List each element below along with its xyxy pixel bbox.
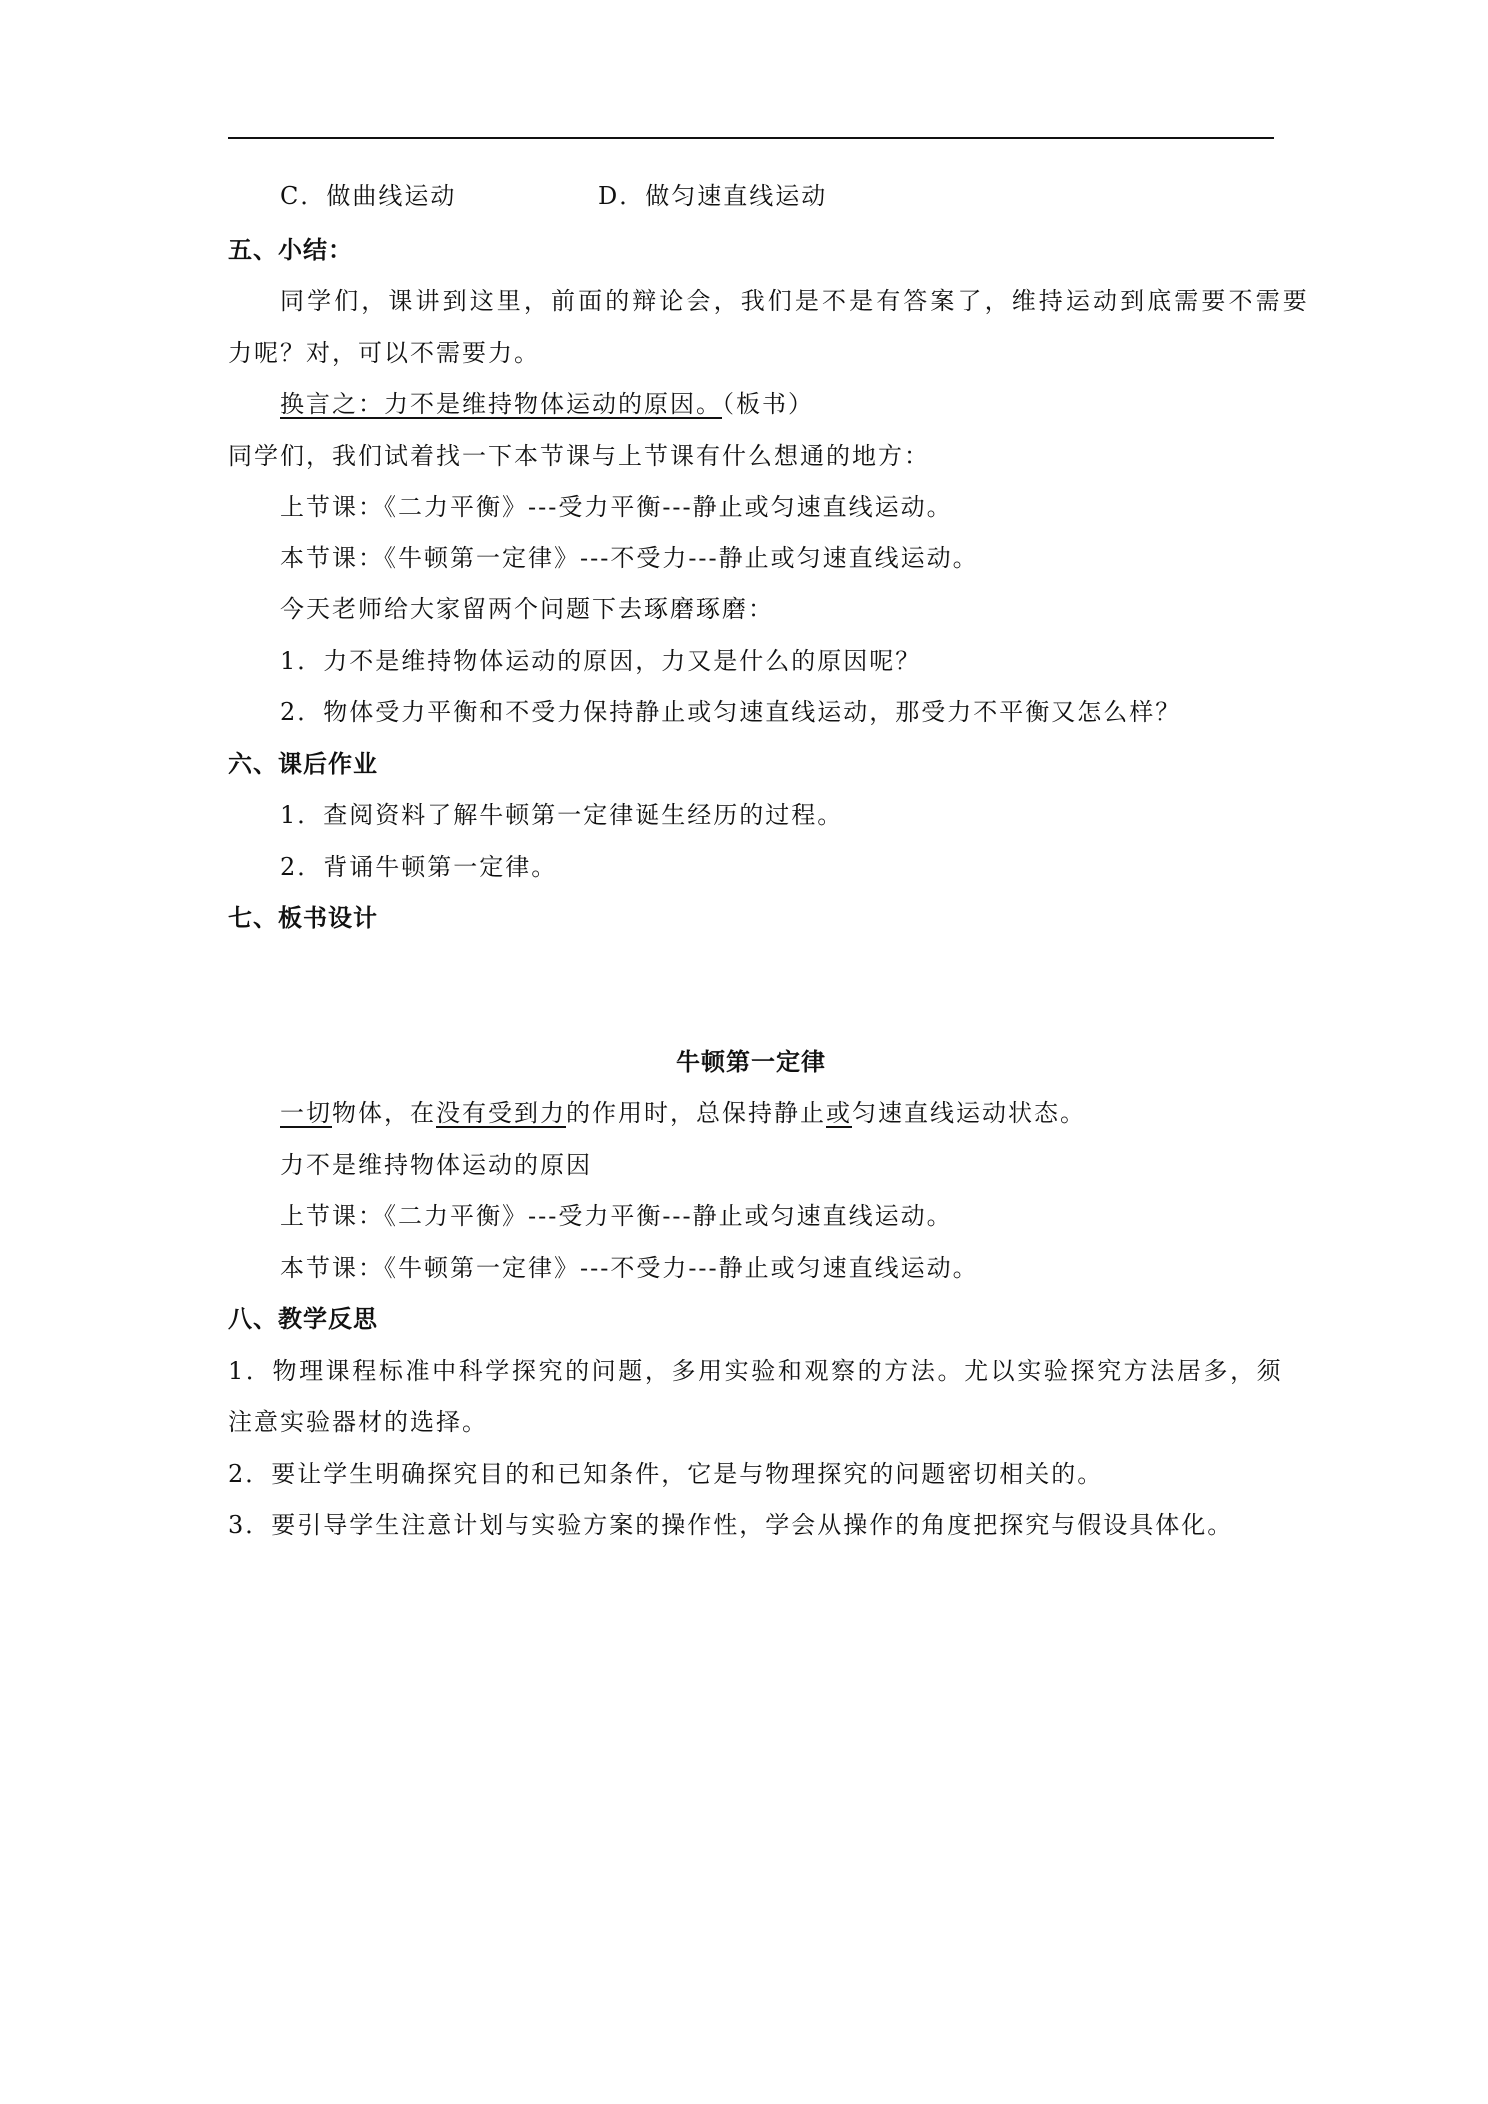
reflection-item-1-line1: 1．物理课程标准中科学探究的问题，多用实验和观察的方法。尤以实验探究方法居多，须	[228, 1357, 1284, 1385]
board-this-lesson: 本节课：《牛顿第一定律》---不受力---静止或匀速直线运动。	[280, 1254, 979, 1282]
board-law-text-6: 匀速直线运动状态。	[852, 1099, 1086, 1127]
homework-item-2: 2．背诵牛顿第一定律。	[280, 853, 558, 881]
summary-connect-intro: 同学们，我们试着找一下本节课与上节课有什么想通的地方：	[228, 442, 930, 470]
summary-prev-lesson: 上节课：《二力平衡》---受力平衡---静止或匀速直线运动。	[280, 493, 953, 521]
summary-questions-intro: 今天老师给大家留两个问题下去琢磨琢磨：	[280, 595, 774, 623]
summary-this-lesson: 本节课：《牛顿第一定律》---不受力---静止或匀速直线运动。	[280, 544, 979, 572]
board-law-underlined-3: 没有受到力	[436, 1099, 566, 1127]
reflection-item-2: 2．要让学生明确探究目的和已知条件，它是与物理探究的问题密切相关的。	[228, 1460, 1104, 1488]
option-d: D．做匀速直线运动	[598, 182, 828, 210]
board-law-text-4: 的作用时，总保持静止	[566, 1099, 826, 1127]
summary-paragraph-line2: 力呢？对，可以不需要力。	[228, 339, 540, 367]
board-title: 牛顿第一定律	[676, 1048, 826, 1076]
summary-question-1: 1．力不是维持物体运动的原因，力又是什么的原因呢？	[280, 647, 922, 675]
reflection-item-3: 3．要引导学生注意计划与实验方案的操作性，学会从操作的角度把探究与假设具体化。	[228, 1511, 1234, 1539]
board-law-underlined-5: 或	[826, 1099, 852, 1127]
homework-item-1: 1．查阅资料了解牛顿第一定律诞生经历的过程。	[280, 801, 844, 829]
board-law	[280, 1097, 1086, 1129]
summary-restate-suffix: （板书）	[722, 390, 814, 418]
board-heading: 七、板书设计	[228, 904, 378, 932]
header-rule	[228, 137, 1274, 139]
board-law-underlined-1: 一切	[280, 1099, 332, 1127]
board-note: 力不是维持物体运动的原因	[280, 1151, 592, 1179]
reflection-item-1-line2: 注意实验器材的选择。	[228, 1408, 488, 1436]
board-prev-lesson: 上节课：《二力平衡》---受力平衡---静止或匀速直线运动。	[280, 1202, 953, 1230]
homework-heading: 六、课后作业	[228, 750, 378, 778]
board-law-text-2: 物体，在	[332, 1099, 436, 1127]
summary-question-2: 2．物体受力平衡和不受力保持静止或匀速直线运动，那受力不平衡又怎么样？	[280, 698, 1182, 726]
summary-restate-underlined: 换言之：力不是维持物体运动的原因。	[280, 390, 722, 418]
summary-heading: 五、小结：	[228, 236, 353, 264]
reflection-heading: 八、教学反思	[228, 1305, 378, 1333]
option-c: C．做曲线运动	[280, 182, 457, 210]
summary-paragraph-line1: 同学们，课讲到这里，前面的辩论会，我们是不是有答案了，维持运动到底需要不需要	[280, 287, 1310, 315]
summary-restate	[280, 388, 814, 420]
